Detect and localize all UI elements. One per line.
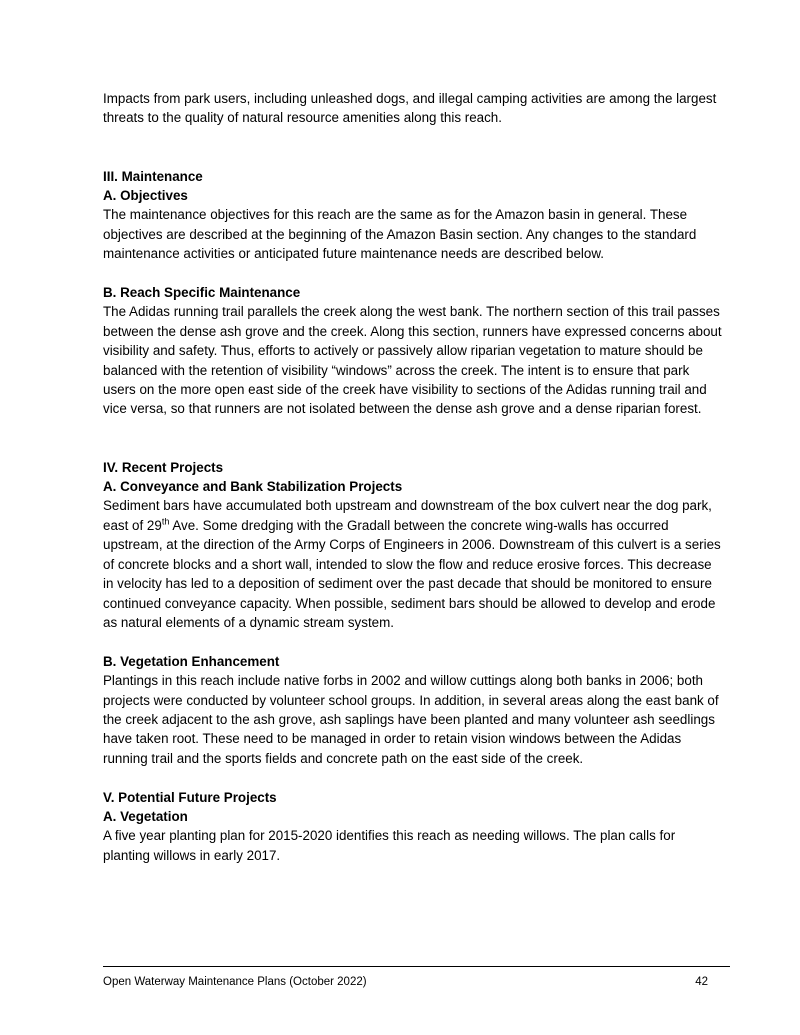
section-spacer (103, 419, 723, 458)
section-heading-maintenance: III. Maintenance (103, 168, 203, 184)
subheading-vegetation-enhancement: B. Vegetation Enhancement (103, 653, 280, 669)
intro-paragraph: Impacts from park users, including unleashed dogs, and illegal camping activities are among the largest threats to the quality of natural resource amenities along this reach. (103, 91, 717, 126)
subheading-vegetation: A. Vegetation (103, 808, 188, 824)
section-heading-future-projects: V. Potential Future Projects (103, 789, 277, 805)
footer-divider (103, 966, 730, 967)
subheading-objectives: A. Objectives (103, 188, 188, 204)
page-number: 42 (695, 976, 708, 988)
footer-title: Open Waterway Maintenance Plans (October 2022) (103, 976, 367, 988)
future-vegetation-paragraph: A five year planting plan for 2015-2020 identifies this reach as needing willows. The plan calls for planting willows in early 2017. (103, 828, 676, 863)
page-content (103, 89, 723, 865)
conveyance-text-part-2: Ave. Some dredging with the Gradall between the concrete wing-walls has occurred upstream, at the direction of the Army Corps of Engineers in 2006. Downstream of this culvert is a series of concrete blocks and a short wall, intended to slow the flow and reduce erosive forces. This decrease in velocity has led to a deposition of sediment over the past decade that should be monitored to ensure continued conveyance capacity. When possible, sediment bars should be allowed to develop and erode as natural elements of a dynamic stream system. (103, 517, 721, 630)
subheading-reach-specific-maintenance: B. Reach Specific Maintenance (103, 285, 301, 301)
subheading-conveyance: A. Conveyance and Bank Stabilization Projects (103, 479, 403, 495)
paragraph-spacer (103, 632, 723, 651)
paragraph-spacer (103, 768, 723, 787)
vegetation-enhancement-paragraph: Plantings in this reach include native forbs in 2002 and willow cuttings along both banks in 2006; both projects were conducted by volunteer school groups. In addition, in several areas along the east bank of the creek adjacent to the ash grove, ash saplings have been planted and many volunteer ash seedlings have taken root. These need to be managed in order to retain vision windows between the Adidas running trail and the sports fields and concrete path on the east side of the creek. (103, 673, 719, 766)
objectives-paragraph: The maintenance objectives for this reach are the same as for the Amazon basin in general. These objectives are described at the beginning of the Amazon Basin section. Any changes to the standard maintenance activities or anticipated future maintenance needs are described below. (103, 207, 697, 262)
paragraph-spacer (103, 264, 723, 283)
section-spacer (103, 128, 723, 167)
conveyance-text-part-1: Sediment bars have accumulated both upstream and downstream of the box culvert near the dog park, east of 29 (103, 498, 712, 533)
reach-maintenance-paragraph: The Adidas running trail parallels the creek along the west bank. The northern section of this trail passes between the dense ash grove and the creek. Along this section, runners have expressed concerns about visibility and safety. Thus, efforts to actively or passively allow riparian vegetation to mature should be balanced with the retention of visibility “windows” across the creek. The intent is to ensure that park users on the more open east side of the creek have visibility to sections of the Adidas running trail and vice versa, so that runners are not isolated between the dense ash grove and a dense riparian forest. (103, 304, 722, 417)
conveyance-paragraph (103, 496, 723, 632)
ordinal-suffix: th (161, 516, 170, 527)
section-heading-recent-projects: IV. Recent Projects (103, 459, 224, 475)
